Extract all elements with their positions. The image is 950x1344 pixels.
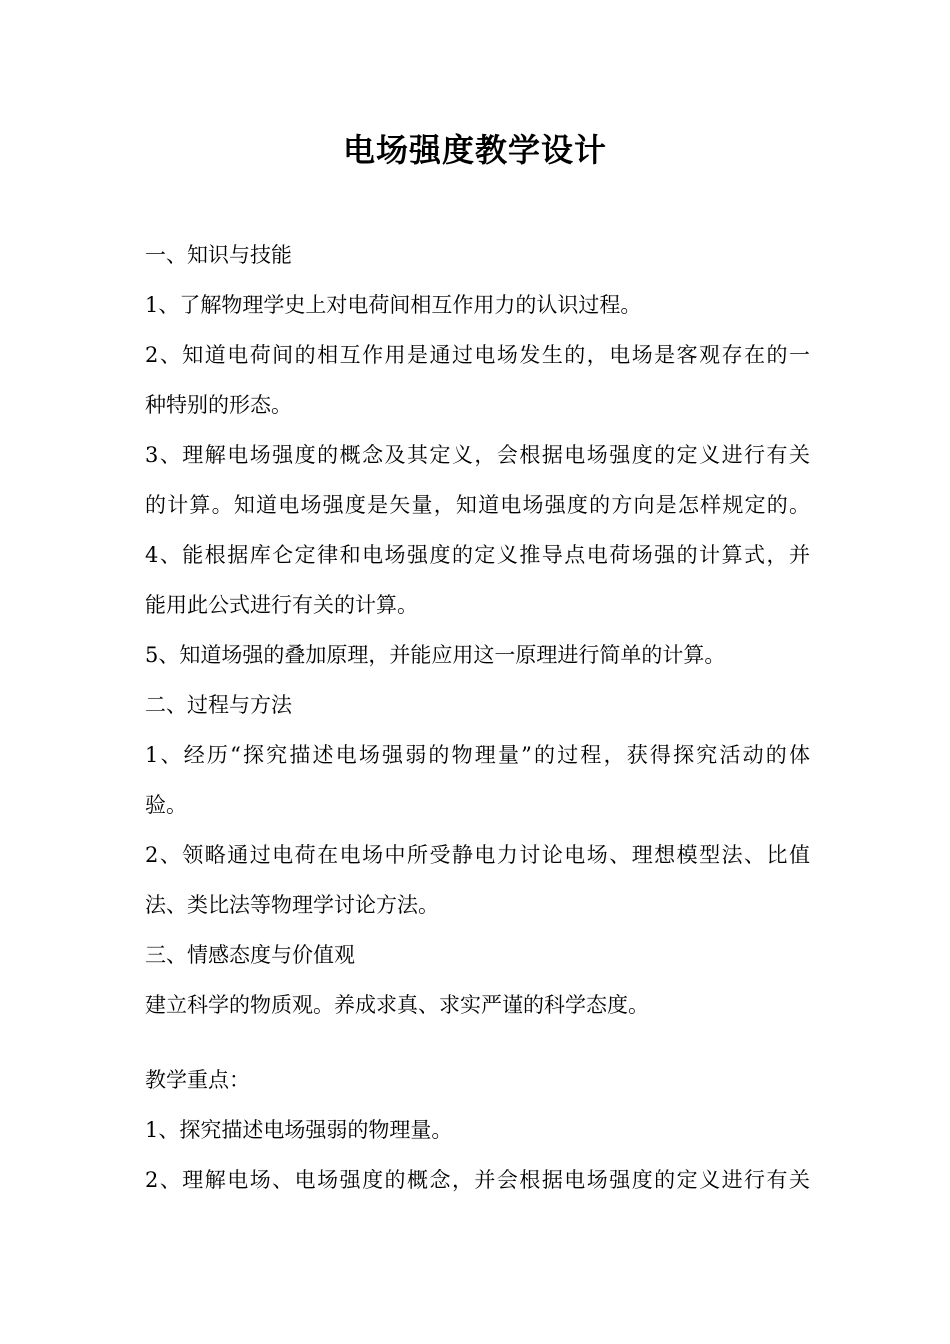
paragraph-line: 1、探究描述电场强弱的物理量。 bbox=[145, 1118, 453, 1142]
paragraph-line: 2、领略通过电荷在电场中所受静电力讨论电场、理想模型法、比值 bbox=[145, 843, 810, 867]
paragraph-line: 2、知道电荷间的相互作用是通过电场发生的，电场是客观存在的一 bbox=[145, 343, 810, 367]
paragraph-line: 1、了解物理学史上对电荷间相互作用力的认识过程。 bbox=[145, 293, 642, 317]
section-heading-attitude: 三、情感态度与价值观 bbox=[145, 943, 355, 967]
paragraph-line: 种特别的形态。 bbox=[145, 393, 292, 417]
paragraph-line: 1、经历“探究描述电场强弱的物理量”的过程，获得探究活动的体 bbox=[145, 743, 810, 767]
section-heading-knowledge: 一、知识与技能 bbox=[145, 243, 292, 267]
paragraph-line: 的计算。知道电场强度是矢量，知道电场强度的方向是怎样规定的。 bbox=[145, 493, 810, 517]
section-heading-process: 二、过程与方法 bbox=[145, 693, 292, 717]
document-body bbox=[145, 230, 810, 1205]
section-gap bbox=[145, 1030, 810, 1055]
paragraph-line: 3、理解电场强度的概念及其定义，会根据电场强度的定义进行有关 bbox=[145, 443, 810, 467]
paragraph-line: 建立科学的物质观。养成求真、求实严谨的科学态度。 bbox=[145, 993, 649, 1017]
paragraph-line: 4、能根据库仑定律和电场强度的定义推导点电荷场强的计算式，并 bbox=[145, 543, 810, 567]
document-title: 电场强度教学设计 bbox=[342, 131, 607, 169]
paragraph-line: 能用此公式进行有关的计算。 bbox=[145, 593, 418, 617]
paragraph-line: 法、类比法等物理学讨论方法。 bbox=[145, 893, 439, 917]
paragraph-line: 验。 bbox=[145, 793, 187, 817]
section-heading-key-points: 教学重点： bbox=[145, 1068, 250, 1092]
paragraph-line: 5、知道场强的叠加原理，并能应用这一原理进行简单的计算。 bbox=[145, 643, 726, 667]
paragraph-line: 2、理解电场、电场强度的概念，并会根据电场强度的定义进行有关 bbox=[145, 1168, 810, 1192]
